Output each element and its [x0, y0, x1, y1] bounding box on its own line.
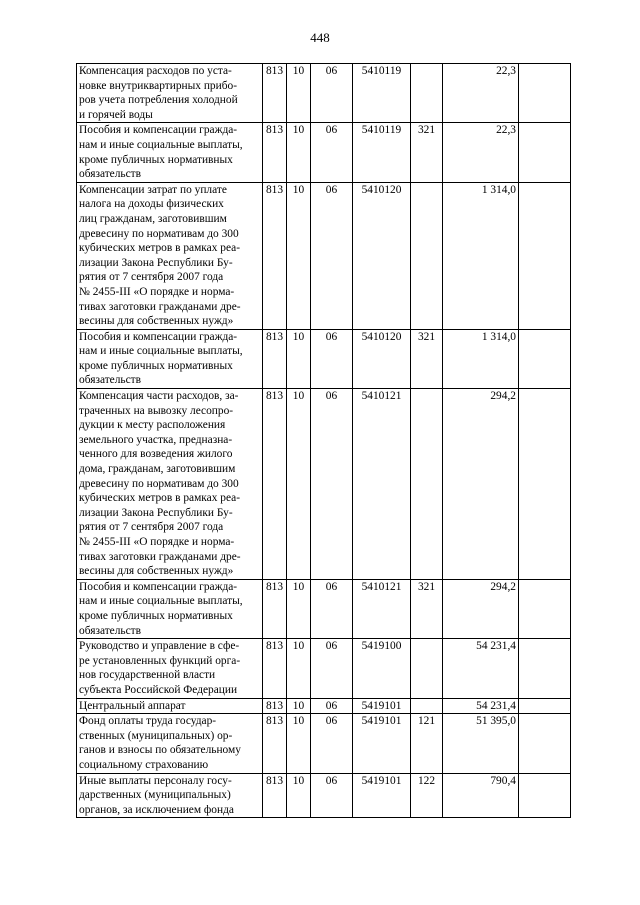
- row-name-cell: [77, 698, 263, 714]
- subsection-code-cell: 06: [311, 773, 353, 818]
- section-code-cell: 10: [287, 182, 311, 329]
- table-row: [77, 389, 571, 580]
- expense-kind-cell: [411, 698, 443, 714]
- table-row: [77, 639, 571, 698]
- ministry-code-cell: 813: [263, 639, 287, 698]
- section-code-cell: 10: [287, 579, 311, 638]
- empty-column-cell: [519, 182, 571, 329]
- expense-kind-cell: 321: [411, 579, 443, 638]
- table-row: [77, 123, 571, 182]
- target-article-cell: 5410119: [353, 123, 411, 182]
- empty-column-cell: [519, 639, 571, 698]
- ministry-code-cell: 813: [263, 64, 287, 123]
- expense-kind-cell: [411, 639, 443, 698]
- subsection-code-cell: 06: [311, 329, 353, 388]
- target-article-cell: 5410121: [353, 579, 411, 638]
- row-name-cell: [77, 773, 263, 818]
- target-article-cell: 5410120: [353, 182, 411, 329]
- row-name-text: Пособия и компенсации гражда- нам и иные социальные выплаты, кроме публичных нормативных обязательств: [79, 330, 243, 387]
- ministry-code-cell: 813: [263, 714, 287, 773]
- target-article-cell: 5419101: [353, 773, 411, 818]
- section-code-cell: 10: [287, 698, 311, 714]
- target-article-cell: 5419100: [353, 639, 411, 698]
- subsection-code-cell: 06: [311, 579, 353, 638]
- row-name-text: Пособия и компенсации гражда- нам и иные социальные выплаты, кроме публичных нормативных обязательств: [79, 124, 243, 181]
- budget-table: [76, 63, 571, 818]
- table-row: [77, 182, 571, 329]
- empty-column-cell: [519, 389, 571, 580]
- row-name-text: Руководство и управление в сфе- ре установленных функций орга- нов государственной власти субъекта Российской Федерации: [79, 640, 241, 696]
- row-name-text: Пособия и компенсации гражда- нам и иные социальные выплаты, кроме публичных нормативных обязательств: [79, 580, 243, 637]
- subsection-code-cell: 06: [311, 182, 353, 329]
- section-code-cell: 10: [287, 639, 311, 698]
- expense-kind-cell: [411, 182, 443, 329]
- empty-column-cell: [519, 773, 571, 818]
- row-name-text: Компенсация расходов по уста- новке внутриквартирных прибо- ров учета потребления холодной и горячей воды: [79, 65, 238, 121]
- amount-cell: 22,3: [443, 123, 519, 182]
- amount-cell: 790,4: [443, 773, 519, 818]
- expense-kind-cell: 122: [411, 773, 443, 818]
- subsection-code-cell: 06: [311, 639, 353, 698]
- row-name-cell: [77, 64, 263, 123]
- subsection-code-cell: 06: [311, 64, 353, 123]
- row-name-cell: [77, 329, 263, 388]
- expense-kind-cell: [411, 64, 443, 123]
- target-article-cell: 5410120: [353, 329, 411, 388]
- amount-cell: 294,2: [443, 389, 519, 580]
- amount-cell: 22,3: [443, 64, 519, 123]
- ministry-code-cell: 813: [263, 579, 287, 638]
- table-row: [77, 714, 571, 773]
- table-row: [77, 329, 571, 388]
- amount-cell: 54 231,4: [443, 639, 519, 698]
- amount-cell: 1 314,0: [443, 182, 519, 329]
- expense-kind-cell: 121: [411, 714, 443, 773]
- subsection-code-cell: 06: [311, 389, 353, 580]
- empty-column-cell: [519, 64, 571, 123]
- row-name-text: Центральный аппарат: [79, 699, 186, 712]
- subsection-code-cell: 06: [311, 123, 353, 182]
- empty-column-cell: [519, 123, 571, 182]
- row-name-cell: [77, 389, 263, 580]
- row-name-text: Компенсация части расходов, за- траченных на вывозку лесопро- дукции к месту расположения земельного участка, предназна- ченного для возведения жилого дома, гражданам, заготовившим древесину по нормативам до 300 кубических метров в рамках реа- лизации Закона Республики Бу- рятия от 7 сентября 2007 года № 2455-III «О порядке и норма- тивах заготовки гражданами дре- весины для собственных нужд»: [79, 390, 241, 578]
- section-code-cell: 10: [287, 329, 311, 388]
- empty-column-cell: [519, 714, 571, 773]
- row-name-cell: [77, 123, 263, 182]
- target-article-cell: 5419101: [353, 698, 411, 714]
- row-name-cell: [77, 639, 263, 698]
- row-name-text: Фонд оплаты труда государ- ственных (муниципальных) ор- ганов и взносы по обязательному социальному страхованию: [79, 715, 241, 771]
- expense-kind-cell: 321: [411, 123, 443, 182]
- expense-kind-cell: [411, 389, 443, 580]
- subsection-code-cell: 06: [311, 714, 353, 773]
- row-name-cell: [77, 579, 263, 638]
- amount-cell: 51 395,0: [443, 714, 519, 773]
- ministry-code-cell: 813: [263, 698, 287, 714]
- budget-table-body: [77, 64, 571, 818]
- section-code-cell: 10: [287, 64, 311, 123]
- page-number: 448: [310, 30, 330, 45]
- empty-column-cell: [519, 579, 571, 638]
- table-row: [77, 579, 571, 638]
- table-row: [77, 773, 571, 818]
- empty-column-cell: [519, 329, 571, 388]
- target-article-cell: 5419101: [353, 714, 411, 773]
- ministry-code-cell: 813: [263, 123, 287, 182]
- empty-column-cell: [519, 698, 571, 714]
- amount-cell: 54 231,4: [443, 698, 519, 714]
- table-row: [77, 698, 571, 714]
- target-article-cell: 5410119: [353, 64, 411, 123]
- section-code-cell: 10: [287, 714, 311, 773]
- row-name-text: Иные выплаты персоналу госу- дарственных (муниципальных) органов, за исключением фонда: [79, 774, 234, 816]
- row-name-cell: [77, 182, 263, 329]
- ministry-code-cell: 813: [263, 389, 287, 580]
- expense-kind-cell: 321: [411, 329, 443, 388]
- amount-cell: 1 314,0: [443, 329, 519, 388]
- section-code-cell: 10: [287, 773, 311, 818]
- subsection-code-cell: 06: [311, 698, 353, 714]
- ministry-code-cell: 813: [263, 773, 287, 818]
- row-name-cell: [77, 714, 263, 773]
- target-article-cell: 5410121: [353, 389, 411, 580]
- ministry-code-cell: 813: [263, 182, 287, 329]
- ministry-code-cell: 813: [263, 329, 287, 388]
- table-row: [77, 64, 571, 123]
- amount-cell: 294,2: [443, 579, 519, 638]
- section-code-cell: 10: [287, 389, 311, 580]
- row-name-text: Компенсации затрат по уплате налога на доходы физических лиц гражданам, заготовившим древесину по нормативам до 300 кубических метров в рамках реа- лизации Закона Республики Бу- рятия от 7 сентября 2007 года № 2455-III «О порядке и норма- тивах заготовки гражданами дре- весины для собственных нужд»: [79, 183, 241, 328]
- section-code-cell: 10: [287, 123, 311, 182]
